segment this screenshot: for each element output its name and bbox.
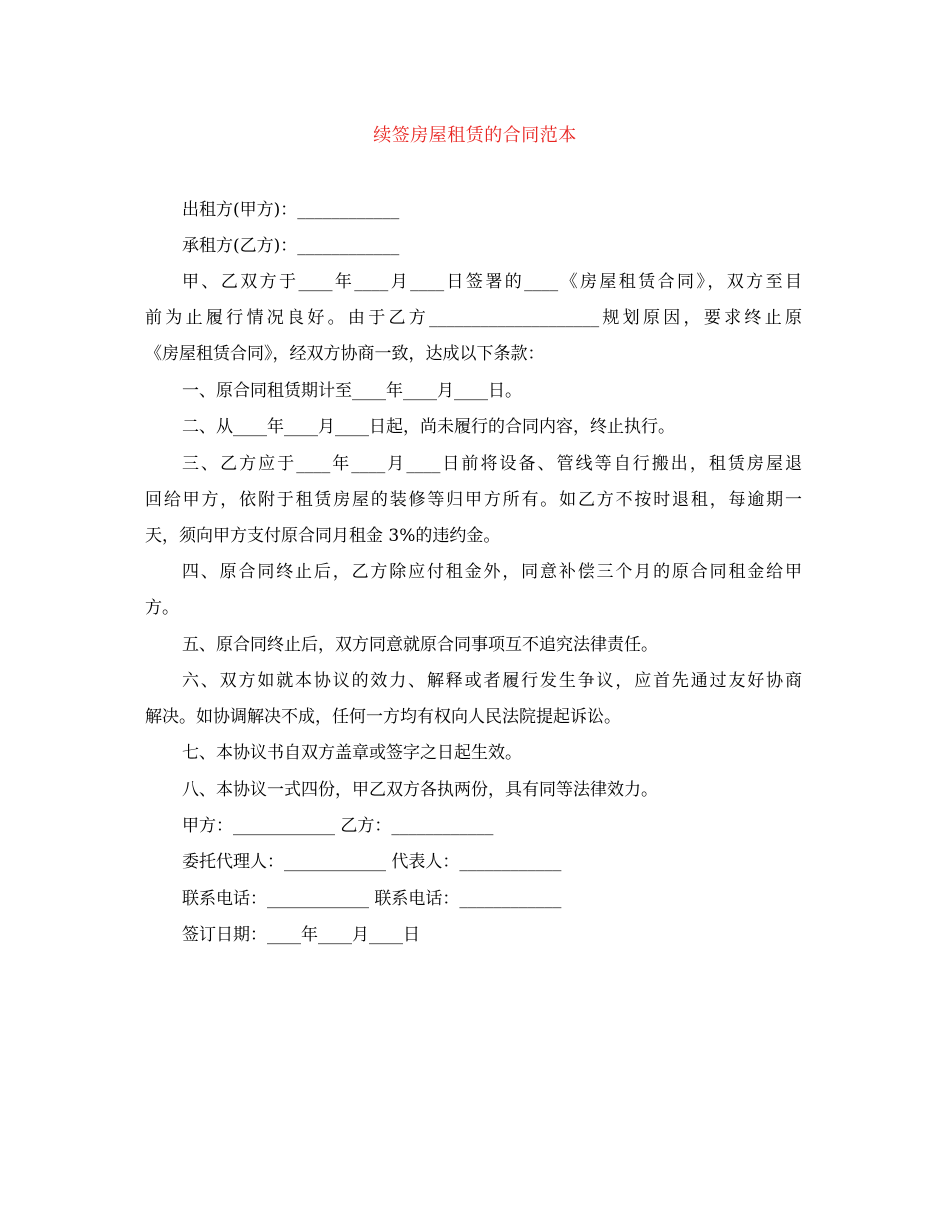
clause-7: 七、本协议书自双方盖章或签字之日起生效。	[182, 743, 522, 763]
intro-line-3: 《房屋租赁合同》，经双方协商一致，达成以下条款：	[145, 344, 545, 364]
signing-date-line: 签订日期：____年____月____日	[182, 925, 420, 945]
clause-8: 八、本协议一式四份，甲乙双方各执两份，具有同等法律效力。	[182, 780, 658, 800]
clause-4-line-2: 方。	[145, 598, 179, 618]
clause-5: 五、原合同终止后，双方同意就原合同事项互不追究法律责任。	[182, 635, 658, 655]
lessor-line: 出租方(甲方)：____________	[182, 200, 400, 220]
clause-3-line-1: 三、乙方应于____年____月____日前将设备、管线等自行搬出，租赁房屋退	[182, 454, 802, 474]
clause-4-line-1: 四、原合同终止后，乙方除应付租金外，同意补偿三个月的原合同租金给甲	[182, 562, 802, 582]
clause-3-line-2: 回给甲方，依附于租赁房屋的装修等归甲方所有。如乙方不按时退租，每逾期一	[145, 490, 802, 510]
clause-2: 二、从____年____月____日起，尚未履行的合同内容，终止执行。	[182, 417, 675, 437]
lessee-line: 承租方(乙方)：____________	[182, 236, 400, 256]
clause-3-line-3: 天，须向甲方支付原合同月租金 3%的违约金。	[145, 526, 501, 546]
contact-phone-line: 联系电话：____________ 联系电话：____________	[182, 889, 562, 909]
clause-6-line-1: 六、双方如就本协议的效力、解释或者履行发生争议，应首先通过友好协商	[182, 671, 802, 691]
clause-1: 一、原合同租赁期计至____年____月____日。	[182, 381, 522, 401]
intro-line-2: 前为止履行情况良好。由于乙方____________________规划原因，要求终止原	[145, 308, 802, 328]
agent-representative-line: 委托代理人：____________ 代表人：____________	[182, 852, 562, 872]
intro-line-1: 甲、乙双方于____年____月____日签署的____《房屋租赁合同》，双方至目	[182, 272, 802, 292]
clause-6-line-2: 解决。如协调解决不成，任何一方均有权向人民法院提起诉讼。	[145, 707, 621, 727]
party-signature-line: 甲方：____________ 乙方：____________	[182, 816, 494, 836]
document-title: 续签房屋租赁的合同范本	[373, 125, 577, 146]
